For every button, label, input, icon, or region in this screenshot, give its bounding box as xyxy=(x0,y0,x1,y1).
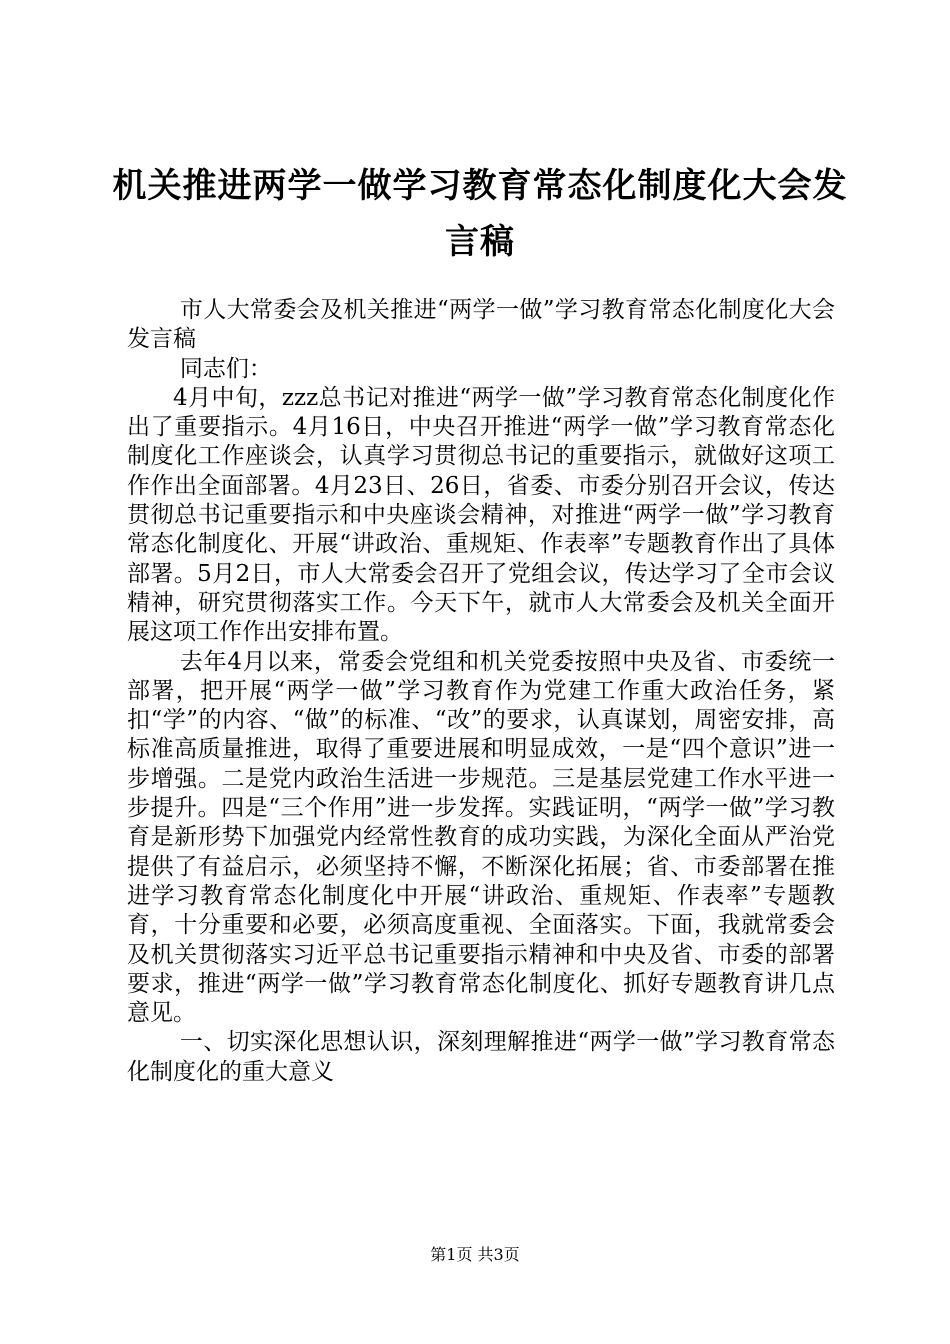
document-title: 机关推进两学一做学习教育常态化制度化大会发言稿 xyxy=(112,166,848,262)
paragraph-subtitle: 市人大常委会及机关推进“两学一做”学习教育常态化制度化大会发言稿 xyxy=(127,297,835,353)
paragraph-progress: 去年4月以来，常委会党组和机关党委按照中央及省、市委统一部署，把开展“两学一做”学习教育作为党建工作重大政治任务，紧扣“学”的内容、“做”的标准、“改”的要求，认真谋划，周密安排，高标准高质量推进，取得了重要进展和明显成效，一是“四个意识”进一步增强。二是党内政治生活进一步规范。三是基层党建工作水平进一步提升。四是“三个作用”进一步发挥。实践证明，“两学一做”学习教育是新形势下加强党内经常性教育的成功实践，为深化全面从严治党提供了有益启示，必须坚持不懈，不断深化拓展；省、市委部署在推进学习教育常态化制度化中开展“讲政治、重规矩、作表率”专题教育，十分重要和必要，必须高度重视、全面落实。下面，我就常委会及机关贯彻落实习近平总书记重要指示精神和中央及省、市委的部署要求，推进“两学一做”学习教育常态化制度化、抓好专题教育讲几点意见。 xyxy=(127,648,835,1027)
paragraph-salutation: 同志们： xyxy=(179,355,272,382)
paragraph-background: 4月中旬，zzz总书记对推进“两学一做”学习教育常态化制度化作出了重要指示。4月16日，中央召开推进“两学一做”学习教育常态化制度化工作座谈会，认真学习贯彻总书记的重要指示，就做好这项工作作出全面部署。4月23日、26日，省委、市委分别召开会议，传达贯彻总书记重要指示和中央座谈会精神，对推进“两学一做”学习教育常态化制度化、开展“讲政治、重规矩、作表率”专题教育作出了具体部署。5月2日，市人大常委会召开了党组会议，传达学习了全市会议精神，研究贯彻落实工作。今天下午，就市人大常委会及机关全面开展这项工作作出安排布置。 xyxy=(127,384,835,646)
page-number-footer: 第1页 共3页 xyxy=(430,1245,520,1264)
document-body xyxy=(127,296,835,1087)
paragraph-section-heading: 一、切实深化思想认识，深刻理解推进“两学一做”学习教育常态化制度化的重大意义 xyxy=(127,1029,835,1085)
